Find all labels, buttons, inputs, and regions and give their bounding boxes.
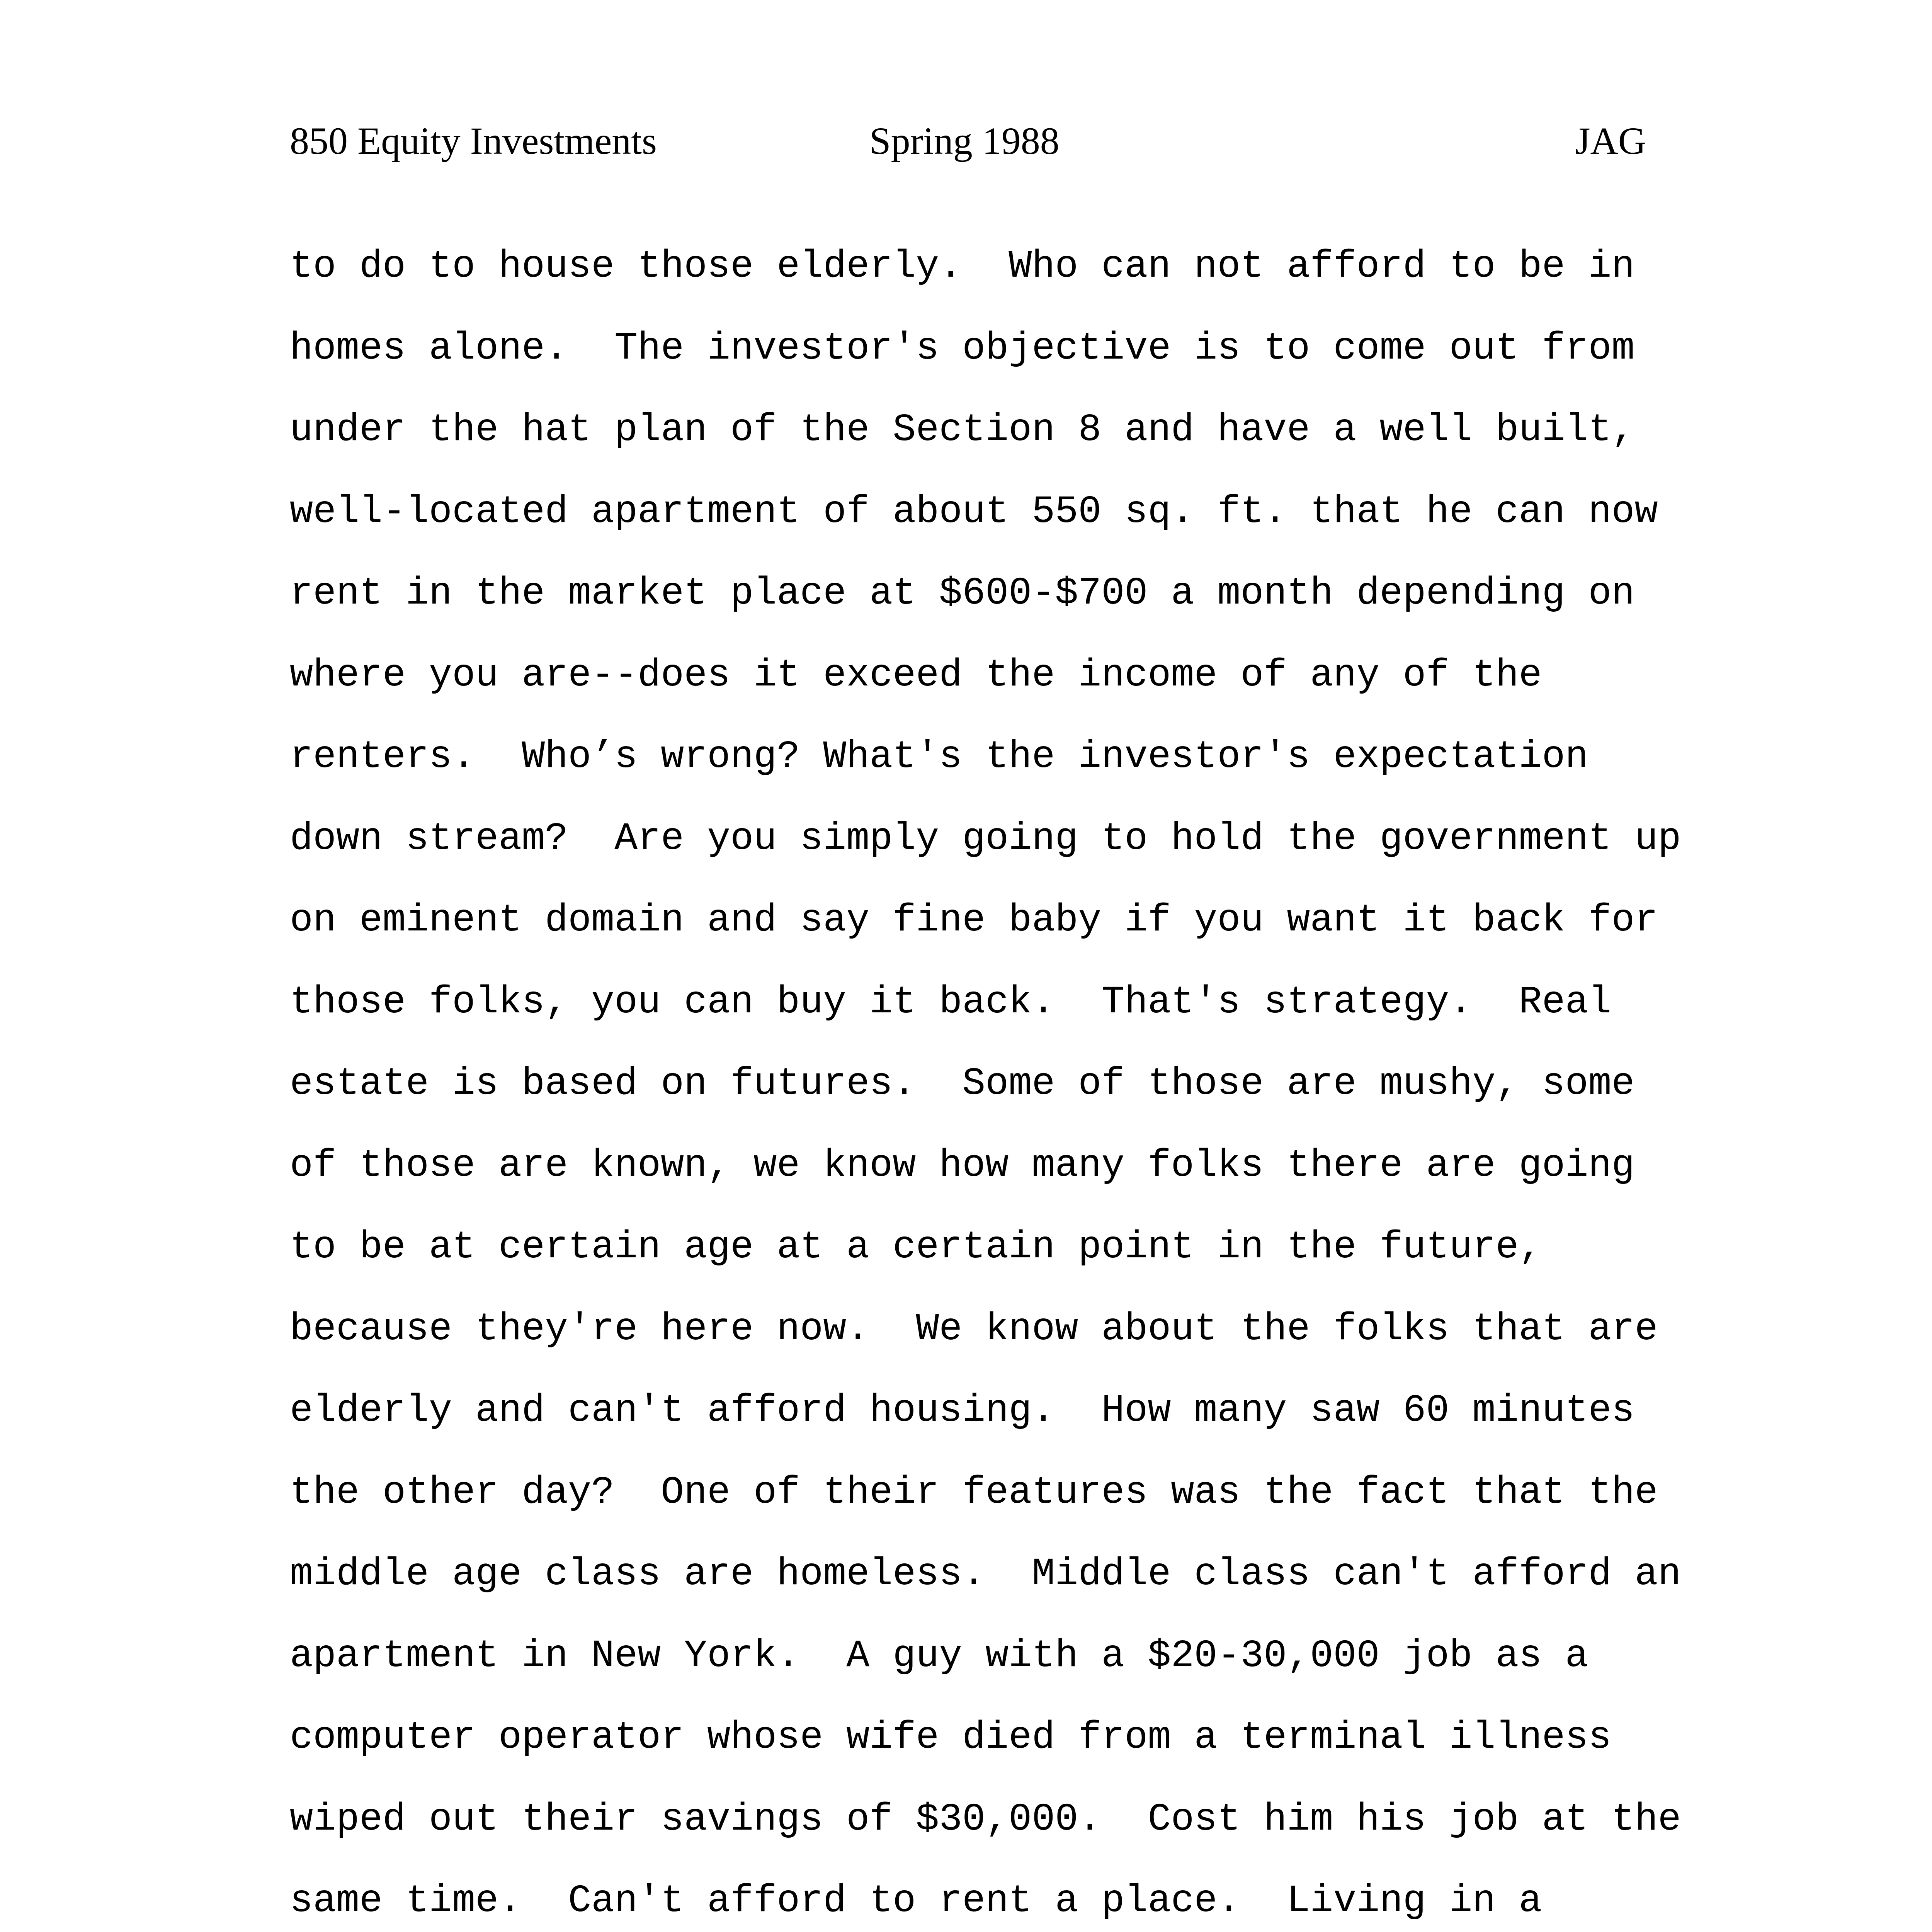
running-header: [290, 116, 1646, 166]
text-line: same time. Can't afford to rent a place. Living in a: [290, 1879, 1542, 1923]
text-line: to do to house those elderly. Who can not afford to be in: [290, 245, 1635, 289]
text-line: renters. Who’s wrong? What's the investor's expectation: [290, 735, 1588, 779]
text-line: rent in the market place at $600-$700 a month depending on: [290, 572, 1635, 616]
text-line: of those are known, we know how many folks there are going: [290, 1144, 1635, 1188]
text-line: to be at certain age at a certain point in the future,: [290, 1226, 1542, 1269]
transcript-body: [290, 226, 1835, 1932]
header-course-title: 850 Equity Investments: [290, 119, 657, 162]
text-line: elderly and can't afford housing. How many saw 60 minutes: [290, 1389, 1635, 1433]
text-line: homes alone. The investor's objective is to come out from: [290, 327, 1635, 371]
text-line: estate is based on futures. Some of those are mushy, some: [290, 1062, 1635, 1106]
text-line: middle age class are homeless. Middle class can't afford an: [290, 1553, 1681, 1596]
text-line: down stream? Are you simply going to hold the government up: [290, 817, 1681, 861]
text-line: those folks, you can buy it back. That's strategy. Real: [290, 980, 1612, 1024]
header-initials: JAG: [1575, 119, 1646, 162]
text-line: apartment in New York. A guy with a $20-30,000 job as a: [290, 1634, 1588, 1678]
text-line: where you are--does it exceed the income of any of the: [290, 653, 1542, 697]
text-line: well-located apartment of about 550 sq. ft. that he can now: [290, 490, 1658, 534]
text-line: computer operator whose wife died from a terminal illness: [290, 1716, 1612, 1760]
text-line: on eminent domain and say fine baby if you want it back for: [290, 899, 1658, 942]
text-line: under the hat plan of the Section 8 and have a well built,: [290, 408, 1635, 452]
text-line: the other day? One of their features was the fact that the: [290, 1471, 1658, 1515]
text-line: wiped out their savings of $30,000. Cost him his job at the: [290, 1798, 1681, 1842]
header-term: Spring 1988: [869, 119, 1060, 162]
text-line: because they're here now. We know about the folks that are: [290, 1307, 1658, 1351]
